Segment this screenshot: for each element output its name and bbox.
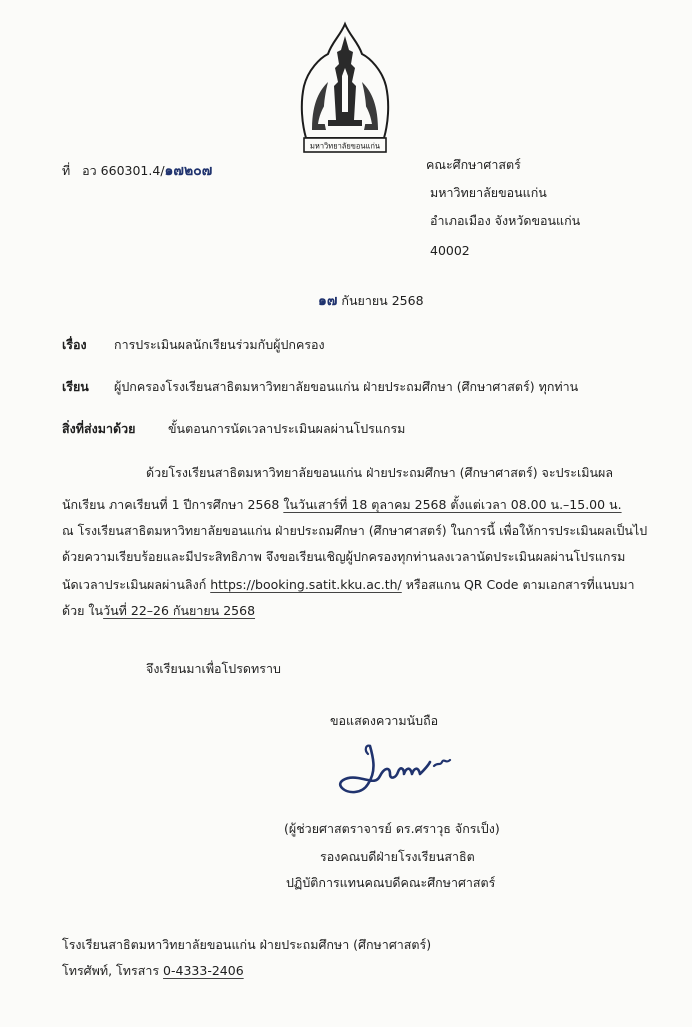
- date-day-handwritten: ๑๗: [318, 293, 338, 309]
- reference-line: [62, 162, 212, 180]
- subject-text: การประเมินผลนักเรียนร่วมกับผู้ปกครอง: [114, 337, 325, 352]
- booking-period-underlined: วันที่ 22–26 กันยายน 2568: [103, 603, 256, 618]
- letter-date: [318, 292, 424, 310]
- body-line-5: [62, 576, 635, 594]
- subject-label: เรื่อง: [62, 337, 87, 352]
- footer-phone-number: 0-4333-2406: [163, 963, 244, 978]
- address-line2: มหาวิทยาลัยขอนแก่น: [430, 185, 547, 200]
- handwritten-signature: [330, 736, 460, 806]
- to-text: ผู้ปกครองโรงเรียนสาธิตมหาวิทยาลัยขอนแก่น ฝ่ายประถมศึกษา (ศึกษาศาสตร์) ทุกท่าน: [114, 379, 579, 394]
- body-line-2: [62, 496, 622, 514]
- body-line-5-start: นัดเวลาประเมินผลผ่านลิงก์: [62, 577, 211, 592]
- footer-org: โรงเรียนสาธิตมหาวิทยาลัยขอนแก่น ฝ่ายประถมศึกษา (ศึกษาศาสตร์): [62, 937, 432, 952]
- body-line-2-start: นักเรียน ภาคเรียนที่ 1 ปีการศึกษา 2568: [62, 497, 284, 512]
- body-line-5-end: หรือสแกน QR Code ตามเอกสารที่แนบมา: [401, 577, 635, 592]
- reference-handwritten: ๑๗๒๐๗: [164, 163, 213, 179]
- enclosure-label: สิ่งที่ส่งมาด้วย: [62, 421, 136, 436]
- signer-title-2: ปฏิบัติการแทนคณบดีคณะศึกษาศาสตร์: [286, 875, 496, 890]
- address-postcode: 40002: [430, 243, 470, 258]
- reference-prefix: ที่: [62, 163, 71, 178]
- to-label: เรียน: [62, 379, 89, 394]
- body-line-6: [62, 602, 255, 620]
- enclosure-text: ขั้นตอนการนัดเวลาประเมินผลผ่านโปรแกรม: [168, 421, 406, 436]
- exam-date-underlined: ในวันเสาร์ที่ 18 ตุลาคม 2568 ตั้งแต่เวลา 08.00 น.–15.00 น.: [283, 497, 622, 512]
- footer-phone-label: โทรศัพท์, โทรสาร: [62, 963, 164, 978]
- closing-regards: ขอแสดงความนับถือ: [330, 713, 439, 728]
- address-line3: อำเภอเมือง จังหวัดขอนแก่น: [430, 213, 581, 228]
- body-line-3: ณ โรงเรียนสาธิตมหาวิทยาลัยขอนแก่น ฝ่ายประถมศึกษา (ศึกษาศาสตร์) ในการนี้ เพื่อให้การประเมินผลเป็นไป: [62, 523, 648, 538]
- address-line1: คณะศึกษาศาสตร์: [426, 157, 521, 172]
- booking-link[interactable]: https://booking.satit.kku.ac.th/: [210, 577, 402, 592]
- logo-text: มหาวิทยาลัยขอนแก่น: [309, 141, 381, 151]
- body-line-4: ด้วยความเรียบร้อยและมีประสิทธิภาพ จึงขอเรียนเชิญผู้ปกครองทุกท่านลงเวลานัดประเมินผลผ่านโปรแกรม: [62, 549, 626, 564]
- closing-request: จึงเรียนมาเพื่อโปรดทราบ: [146, 661, 281, 676]
- date-month-year: กันยายน 2568: [341, 293, 424, 308]
- body-line-1: ด้วยโรงเรียนสาธิตมหาวิทยาลัยขอนแก่น ฝ่ายประถมศึกษา (ศึกษาศาสตร์) จะประเมินผล: [146, 465, 613, 480]
- footer-phone-line: [62, 962, 244, 980]
- signer-name: (ผู้ช่วยศาสตราจารย์ ดร.ศราวุธ จักรเป็ง): [284, 821, 500, 836]
- reference-number: อว 660301.4/: [82, 163, 165, 178]
- body-line-6-start: ด้วย ใน: [62, 603, 104, 618]
- signer-title-1: รองคณบดีฝ่ายโรงเรียนสาธิต: [320, 849, 475, 864]
- kku-logo: [298, 20, 392, 156]
